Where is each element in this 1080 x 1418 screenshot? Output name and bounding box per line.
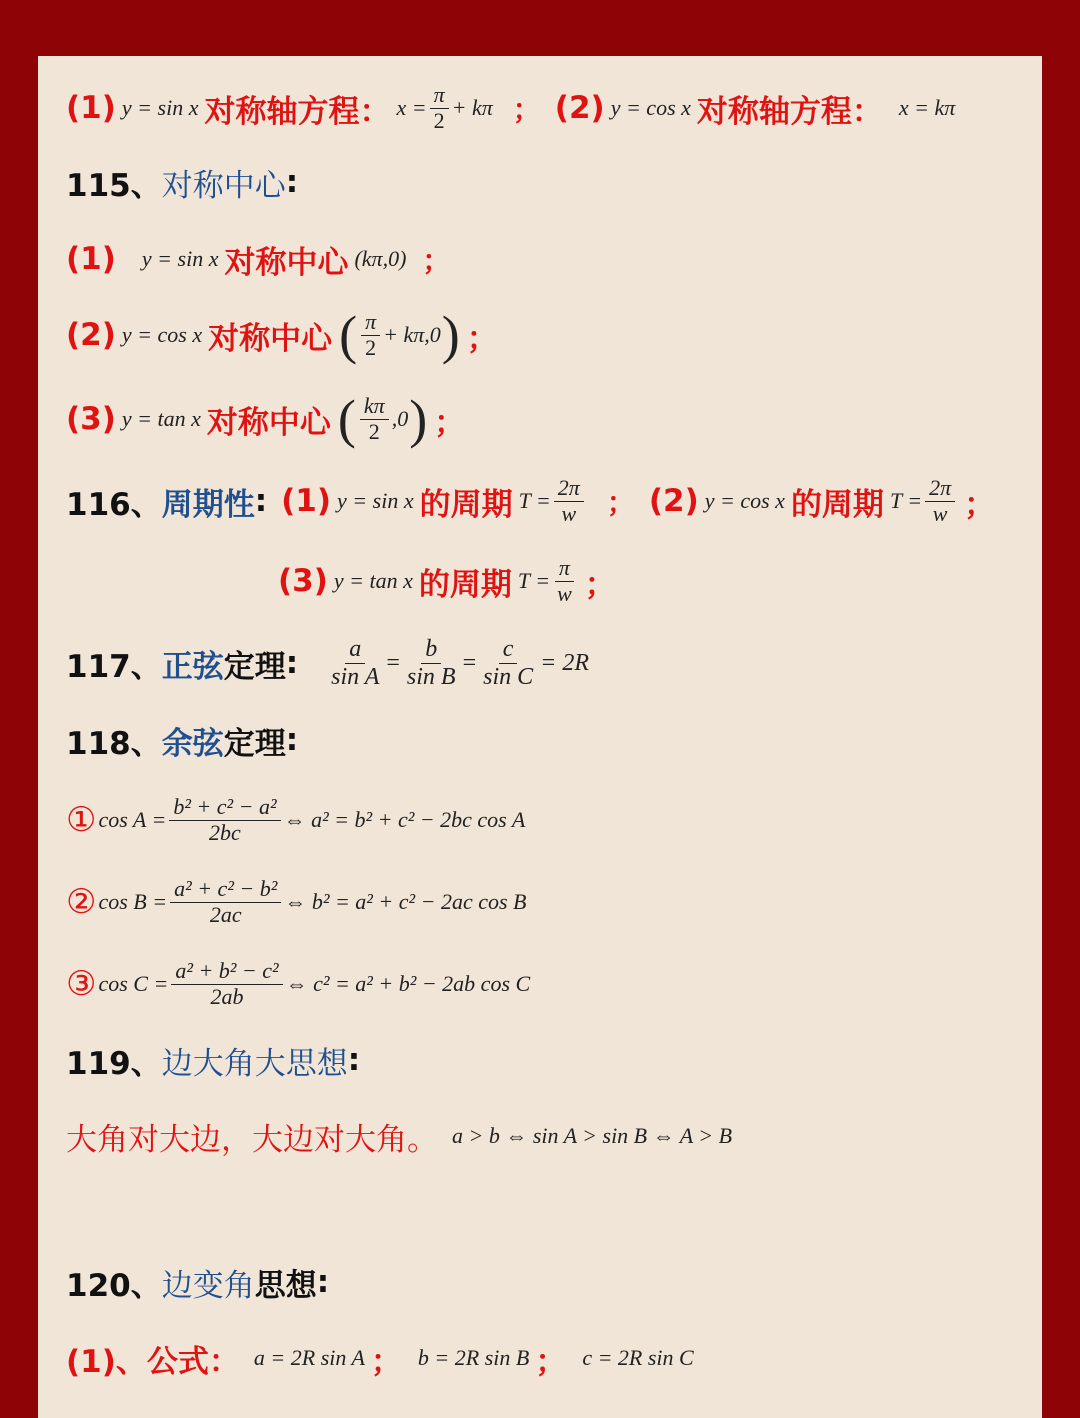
formula-part: T = <box>517 568 551 593</box>
center-tan-line <box>66 388 465 450</box>
formula <box>518 556 579 605</box>
numerator: c <box>499 636 518 663</box>
denominator: 2ab <box>210 983 244 1009</box>
numerator: a² + c² − b² <box>170 877 281 902</box>
formula: a > b ⇔ sin A > sin B ⇔ A > B <box>452 1123 733 1148</box>
colon: : <box>316 1264 330 1300</box>
fraction <box>403 636 460 690</box>
numerator: b <box>421 636 441 663</box>
formula: y = sin x <box>121 95 199 120</box>
formula <box>98 877 526 926</box>
colon: : <box>347 1042 361 1078</box>
denominator: 2 <box>433 107 445 133</box>
section-119-heading <box>66 1038 360 1082</box>
section-number: 119、 <box>66 1045 162 1082</box>
section-116-line <box>66 472 995 530</box>
formula <box>519 476 587 525</box>
period-tan-line <box>278 552 616 610</box>
formula-part: T = <box>889 488 923 513</box>
denominator: 2 <box>365 334 377 360</box>
text: 对称中心 <box>206 404 331 441</box>
label: (2) <box>66 317 116 353</box>
denominator: sin A <box>331 663 380 690</box>
section-title: 余弦 <box>161 725 224 762</box>
fraction <box>360 394 389 443</box>
text: 对称轴方程： <box>204 93 391 130</box>
colon: : <box>285 164 299 200</box>
numerator: a² + b² − c² <box>171 959 282 984</box>
formula <box>890 476 958 525</box>
separator: ； <box>606 486 635 519</box>
numerator: b² + c² − a² <box>169 795 280 820</box>
formula-part: x = <box>396 95 427 120</box>
denominator: sin B <box>406 663 456 690</box>
numerator: π <box>361 310 380 335</box>
section-title: 对称中心 <box>161 167 286 204</box>
denominator: 2bc <box>209 819 241 845</box>
formula <box>396 83 492 132</box>
formula-part: T = <box>518 488 551 513</box>
denominator: 2ac <box>209 901 242 927</box>
label: (3) <box>66 401 116 437</box>
section-title: 边大角大思想 <box>161 1045 348 1082</box>
formula: c = 2R sin C <box>582 1345 694 1370</box>
formula-part: ⇔ a² = b² + c² − 2bc cos A <box>283 807 526 832</box>
equals: = <box>462 649 477 676</box>
section-title: 思想 <box>254 1267 317 1304</box>
left-paren: ( <box>339 305 358 365</box>
formula: y = sin x <box>337 488 414 513</box>
fraction <box>430 83 449 132</box>
text: 对称中心 <box>208 320 333 357</box>
text: 的周期 <box>418 566 512 603</box>
formula-part: ⇔ b² = a² + c² − 2ac cos B <box>284 889 527 914</box>
section-120-formulas <box>66 1334 700 1382</box>
formula-part: + kπ,0 <box>383 322 441 347</box>
label: (1) <box>66 90 116 126</box>
separator: ； <box>422 244 451 277</box>
circled-number: ② <box>66 882 97 922</box>
fraction <box>361 310 380 359</box>
formula: y = tan x <box>121 406 201 431</box>
formula: a = 2R sin A <box>253 1345 365 1370</box>
formula: x = kπ <box>898 95 956 120</box>
formula-part: ⇔ c² = a² + b² − 2ab cos C <box>285 971 531 996</box>
equals: = <box>386 649 400 676</box>
separator: ； <box>370 1343 402 1380</box>
numerator: π <box>430 83 449 108</box>
formula: b = 2R sin B <box>417 1345 530 1370</box>
label: (3) <box>278 563 328 599</box>
formula <box>324 636 589 690</box>
colon: : <box>254 483 268 519</box>
text: 的周期 <box>419 486 513 523</box>
fraction <box>553 556 576 605</box>
section-title: 正弦 <box>161 648 224 685</box>
section-118-heading <box>66 718 298 762</box>
formula: y = cos x <box>704 488 785 513</box>
section-number: 116、 <box>66 486 162 523</box>
fraction <box>171 959 282 1008</box>
formula: y = sin x <box>141 246 219 271</box>
fraction <box>327 636 383 690</box>
statement-text: 大角对大边，大边对大角。 <box>66 1121 438 1158</box>
fraction <box>925 476 955 525</box>
formula: y = tan x <box>333 568 413 593</box>
numerator: 2π <box>554 476 584 501</box>
separator: ； <box>434 404 466 441</box>
label: (2) <box>648 483 699 519</box>
denominator: w <box>557 580 572 606</box>
section-number: 118、 <box>66 725 162 762</box>
section-title: 边变角 <box>161 1267 255 1304</box>
center-sin-line <box>66 234 464 284</box>
separator: ； <box>584 566 616 603</box>
label: (1) <box>281 483 332 519</box>
label: (2) <box>554 90 605 126</box>
formula-part: + kπ <box>451 95 493 120</box>
numerator: a <box>345 636 365 663</box>
label: (1) <box>66 241 116 277</box>
colon: : <box>285 645 299 681</box>
center-cos-line <box>66 304 498 366</box>
section-115-heading <box>66 160 298 204</box>
separator: ； <box>964 486 996 523</box>
section-title: 定理 <box>223 648 286 685</box>
formula-part: cos A = <box>98 807 167 832</box>
formula: y = cos x <box>610 95 691 120</box>
formula-part: cos C = <box>98 971 169 996</box>
right-paren: ) <box>441 305 460 365</box>
text: 对称轴方程： <box>696 93 883 130</box>
denominator: 2 <box>368 418 380 444</box>
colon: : <box>285 722 299 758</box>
separator: ； <box>512 93 541 126</box>
fraction <box>170 877 281 926</box>
section-title: 定理 <box>223 725 286 762</box>
section-number: 115、 <box>66 167 162 204</box>
numerator: kπ <box>360 394 389 419</box>
section-title: 周期性 <box>161 486 255 523</box>
separator: ； <box>535 1343 567 1380</box>
formula <box>337 389 428 449</box>
cosine-rule-b <box>66 872 526 932</box>
section-120-heading <box>66 1260 329 1304</box>
formula <box>338 305 461 365</box>
formula-part: = 2R <box>540 649 589 676</box>
formula-part: cos B = <box>98 889 168 914</box>
cosine-rule-a <box>66 790 525 850</box>
numerator: π <box>555 556 574 581</box>
text: 的周期 <box>790 486 884 523</box>
separator: ； <box>466 320 498 357</box>
denominator: w <box>932 500 948 526</box>
section-number: 120、 <box>66 1267 162 1304</box>
left-paren: ( <box>337 389 356 449</box>
fraction <box>169 795 280 844</box>
formula <box>98 959 530 1008</box>
denominator: sin C <box>483 663 534 690</box>
cosine-rule-c <box>66 954 530 1014</box>
label: (1)、公式： <box>66 1343 240 1380</box>
section-number: 117、 <box>66 648 162 685</box>
circled-number: ③ <box>66 964 97 1004</box>
section-117-line <box>66 632 595 694</box>
circled-number: ① <box>66 800 97 840</box>
numerator: 2π <box>925 476 955 501</box>
formula-part: ,0 <box>391 406 409 431</box>
formula <box>98 795 525 844</box>
formula: y = cos x <box>121 322 203 347</box>
fraction <box>554 476 584 525</box>
right-paren: ) <box>409 389 428 449</box>
axis-of-symmetry-line <box>66 80 961 136</box>
formula: (kπ,0) <box>354 246 407 271</box>
fraction <box>479 636 537 690</box>
denominator: w <box>561 500 577 526</box>
text: 对称中心 <box>224 244 349 281</box>
section-119-statement <box>66 1112 738 1160</box>
